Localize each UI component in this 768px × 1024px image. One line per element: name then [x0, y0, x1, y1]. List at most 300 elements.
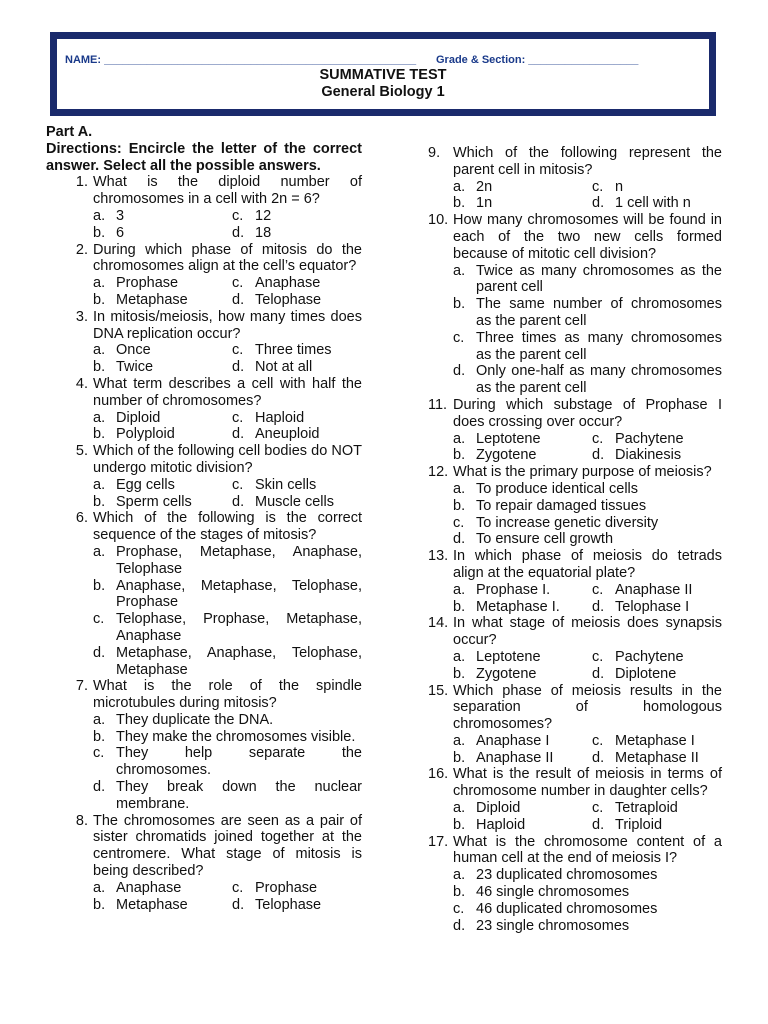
option-text: Egg cells [116, 476, 175, 493]
option-letter: a. [453, 480, 466, 497]
option-text: Diakinesis [615, 447, 682, 464]
answer-options [93, 477, 362, 511]
option-text: Telophase I [615, 598, 690, 615]
option-letter: d. [453, 917, 466, 934]
answer-option[interactable] [453, 330, 722, 364]
question-text: Which phase of meiosis results in the separation of homologous chromosomes? [453, 682, 722, 733]
question [46, 678, 362, 712]
answer-option[interactable] [453, 867, 722, 884]
option-text: They make the chromosomes visible. [116, 728, 356, 745]
question-number: 1. [75, 174, 88, 191]
option-letter: c. [453, 514, 465, 531]
answer-option[interactable] [232, 275, 362, 292]
option-text: Leptotene [476, 648, 541, 665]
question-number: 14. [428, 615, 449, 632]
question-number: 7. [75, 678, 88, 695]
option-text: Prophase [255, 879, 318, 896]
option-letter: a. [93, 543, 106, 560]
question-number: 12. [428, 464, 449, 481]
answer-option[interactable] [93, 712, 362, 729]
answer-option[interactable] [93, 342, 232, 359]
option-letter: b. [93, 577, 106, 594]
option-text: Triploid [615, 816, 663, 833]
option-text: Zygotene [476, 665, 537, 682]
option-letter: d. [592, 195, 605, 212]
answer-option[interactable] [232, 410, 362, 427]
answer-option[interactable] [453, 447, 592, 464]
question-number: 8. [75, 812, 88, 829]
question-number: 15. [428, 682, 449, 699]
option-letter: d. [592, 447, 605, 464]
option-text: 1n [476, 195, 493, 212]
question-number: 3. [75, 308, 88, 325]
option-text: 46 single chromosomes [476, 884, 630, 901]
option-text: 23 single chromosomes [476, 917, 630, 934]
option-text: Leptotene [476, 430, 541, 447]
option-text: To ensure cell growth [476, 531, 614, 548]
question-number: 13. [428, 548, 449, 565]
option-letter: a. [93, 342, 106, 359]
option-text: Metaphase, Anaphase, Telophase, Metaphase [116, 644, 362, 678]
test-subtitle: General Biology 1 [321, 84, 445, 100]
answer-option[interactable] [232, 208, 362, 225]
option-letter: c. [93, 745, 105, 762]
answer-option[interactable] [93, 544, 362, 578]
question-block [46, 510, 362, 678]
answer-options [453, 867, 722, 934]
question-text: In mitosis/meiosis, how many times does DNA replication occur? [93, 308, 362, 342]
option-letter: d. [232, 426, 245, 443]
answer-options [453, 481, 722, 548]
option-letter: a. [453, 262, 466, 279]
directions: Directions: Encircle the letter of the correct answer. Select all the possible answers. [46, 140, 362, 174]
answer-option[interactable] [232, 880, 362, 897]
option-text: Diplotene [615, 665, 677, 682]
option-text: Telophase [255, 291, 322, 308]
answer-option[interactable] [232, 426, 362, 443]
option-text: Only one-half as many chromosomes as the parent cell [476, 363, 722, 397]
grade-section-field[interactable]: Grade & Section: __________________ [436, 54, 639, 66]
question [46, 309, 362, 343]
option-letter: b. [453, 816, 466, 833]
question [428, 145, 722, 179]
answer-options [93, 342, 362, 376]
answer-option[interactable] [453, 296, 722, 330]
answer-option[interactable] [232, 225, 362, 242]
option-letter: d. [453, 363, 466, 380]
option-text: 46 duplicated chromosomes [476, 900, 658, 917]
option-letter: d. [232, 896, 245, 913]
option-letter: d. [232, 493, 245, 510]
answer-options [453, 733, 722, 767]
answer-option[interactable] [93, 779, 362, 813]
option-letter: b. [453, 497, 466, 514]
option-letter: c. [232, 409, 244, 426]
question-block [428, 464, 722, 548]
answer-option[interactable] [93, 611, 362, 645]
option-text: 2n [476, 178, 493, 195]
answer-option[interactable] [93, 426, 232, 443]
answer-option[interactable] [93, 208, 232, 225]
option-letter: d. [592, 598, 605, 615]
option-text: Telophase, Prophase, Metaphase, Anaphase [116, 611, 362, 644]
option-letter: d. [592, 749, 605, 766]
option-letter: b. [453, 447, 466, 464]
question [46, 242, 362, 276]
option-text: Anaphase [255, 275, 321, 292]
option-text: 23 duplicated chromosomes [476, 867, 658, 884]
answer-options [93, 410, 362, 444]
answer-options [453, 649, 722, 683]
option-text: Haploid [476, 816, 526, 833]
answer-options [93, 544, 362, 678]
option-letter: d. [592, 816, 605, 833]
answer-option[interactable] [453, 599, 592, 616]
question-block [428, 145, 722, 212]
option-text: They help separate the chromosomes. [116, 745, 362, 779]
option-letter: b. [453, 296, 466, 313]
answer-option[interactable] [93, 410, 232, 427]
answer-option[interactable] [453, 750, 592, 767]
option-text: Twice as many chromosomes as the parent cell [476, 262, 722, 296]
option-text: Metaphase II [615, 749, 699, 766]
option-letter: a. [93, 476, 106, 493]
answer-option[interactable] [453, 481, 722, 498]
right-question-list [428, 145, 722, 934]
option-letter: b. [453, 665, 466, 682]
question-number: 16. [428, 766, 449, 783]
option-letter: b. [93, 728, 106, 745]
option-text: To repair damaged tissues [476, 497, 647, 514]
question-text: In what stage of meiosis does synapsis occur? [453, 615, 722, 649]
header-box [50, 32, 716, 116]
option-letter: d. [232, 224, 245, 241]
option-letter: b. [93, 291, 106, 308]
answer-options [93, 208, 362, 242]
option-text: Pachytene [615, 648, 684, 665]
question [46, 174, 362, 208]
question-text: During which phase of mitosis do the chromosomes align at the cell’s equator? [93, 241, 362, 275]
question-text: The chromosomes are seen as a pair of sister chromatids joined together at the centromere. What stage of mitosis is being described? [93, 812, 362, 880]
option-letter: c. [592, 430, 604, 447]
option-letter: c. [232, 342, 244, 359]
question-text: What is the primary purpose of meiosis? [453, 464, 712, 481]
answer-option[interactable] [232, 477, 362, 494]
option-text: Anaphase II [476, 749, 554, 766]
option-letter: d. [93, 644, 106, 661]
question-text: In which phase of meiosis do tetrads align at the equatorial plate? [453, 548, 722, 581]
option-letter: a. [93, 879, 106, 896]
answer-option[interactable] [93, 292, 232, 309]
option-letter: c. [592, 732, 604, 749]
option-letter: c. [592, 648, 604, 665]
question [428, 464, 722, 481]
answer-options [453, 179, 722, 213]
left-question-list [46, 174, 362, 913]
option-text: Polyploid [116, 426, 175, 443]
option-text: Aneuploid [255, 426, 320, 443]
question-block [428, 766, 722, 833]
option-letter: a. [453, 732, 466, 749]
option-text: Anaphase [116, 879, 182, 896]
answer-option[interactable] [453, 263, 722, 297]
question-text: Which of the following represent the parent cell in mitosis? [453, 145, 722, 178]
question-block [428, 212, 722, 397]
question [46, 813, 362, 880]
option-letter: b. [453, 195, 466, 212]
option-text: Prophase I. [476, 581, 551, 598]
question-block [428, 834, 722, 935]
answer-option[interactable] [453, 431, 592, 448]
option-text: 3 [116, 207, 125, 224]
answer-option[interactable] [592, 195, 722, 212]
question [428, 683, 722, 733]
answer-option[interactable] [453, 918, 722, 935]
question-text: What term describes a cell with half the number of chromosomes? [93, 375, 362, 409]
option-text: The same number of chromosomes as the parent cell [476, 296, 722, 329]
option-letter: a. [453, 648, 466, 665]
question-block [428, 615, 722, 682]
answer-option[interactable] [453, 195, 592, 212]
answer-option[interactable] [592, 817, 722, 834]
answer-option[interactable] [453, 733, 592, 750]
question-block [46, 678, 362, 812]
question [428, 766, 722, 800]
option-letter: c. [453, 329, 465, 346]
answer-option[interactable] [93, 494, 232, 511]
question-block [46, 174, 362, 241]
answer-option[interactable] [592, 750, 722, 767]
answer-option[interactable] [93, 359, 232, 376]
answer-option[interactable] [93, 477, 232, 494]
answer-option[interactable] [93, 880, 232, 897]
part-heading: Part A. [46, 124, 93, 140]
option-text: They duplicate the DNA. [116, 711, 274, 728]
answer-option[interactable] [93, 578, 362, 612]
question-number: 10. [428, 212, 449, 229]
option-text: 12 [255, 207, 272, 224]
question-block [46, 443, 362, 510]
option-text: Anaphase, Metaphase, Telophase, Prophase [116, 577, 362, 611]
answer-option[interactable] [592, 179, 722, 196]
question-block [428, 683, 722, 767]
option-letter: c. [232, 275, 244, 292]
answer-option[interactable] [592, 649, 722, 666]
question-number: 6. [75, 510, 88, 527]
answer-option[interactable] [592, 800, 722, 817]
option-text: Twice [116, 359, 154, 376]
option-letter: c. [592, 800, 604, 817]
answer-option[interactable] [93, 897, 232, 914]
option-letter: c. [592, 178, 604, 195]
question [46, 510, 362, 544]
option-letter: d. [232, 291, 245, 308]
option-text: They break down the nuclear membrane. [116, 779, 362, 812]
option-letter: a. [93, 275, 106, 292]
option-letter: d. [232, 359, 245, 376]
right-column [428, 145, 722, 934]
option-text: To increase genetic diversity [476, 514, 659, 531]
question-text: Which of the following is the correct sequence of the stages of mitosis? [93, 510, 362, 544]
answer-option[interactable] [232, 359, 362, 376]
option-letter: a. [93, 207, 106, 224]
option-letter: b. [453, 884, 466, 901]
answer-option[interactable] [232, 342, 362, 359]
question [46, 376, 362, 410]
question [428, 615, 722, 649]
option-letter: b. [93, 359, 106, 376]
option-text: 1 cell with n [615, 195, 691, 212]
option-letter: a. [453, 178, 466, 195]
question-block [46, 242, 362, 309]
answer-option[interactable] [453, 800, 592, 817]
option-text: Not at all [255, 359, 313, 376]
answer-option[interactable] [453, 179, 592, 196]
question-text: During which substage of Prophase I does crossing over occur? [453, 396, 722, 430]
option-letter: d. [453, 531, 466, 548]
answer-option[interactable] [592, 582, 722, 599]
option-letter: d. [93, 779, 106, 796]
option-letter: a. [453, 867, 466, 884]
answer-option[interactable] [592, 599, 722, 616]
option-letter: b. [93, 224, 106, 241]
question-text: What is the chromosome content of a human cell at the end of meiosis I? [453, 833, 722, 867]
option-text: Diploid [116, 409, 161, 426]
answer-option[interactable] [453, 531, 722, 548]
answer-option[interactable] [232, 897, 362, 914]
option-text: Three times [255, 342, 332, 359]
answer-option[interactable] [453, 515, 722, 532]
name-field[interactable]: NAME: ___________________________________________________ [65, 54, 417, 66]
option-letter: b. [93, 896, 106, 913]
option-text: Prophase, Metaphase, Anaphase, Telophase [116, 543, 362, 577]
answer-options [453, 800, 722, 834]
answer-option[interactable] [93, 225, 232, 242]
question-number: 5. [75, 443, 88, 460]
answer-option[interactable] [453, 498, 722, 515]
answer-options [93, 275, 362, 309]
option-text: Skin cells [255, 476, 317, 493]
answer-options [93, 712, 362, 813]
option-letter: b. [93, 426, 106, 443]
question-number: 4. [75, 375, 88, 392]
answer-option[interactable] [93, 729, 362, 746]
option-text: Zygotene [476, 447, 537, 464]
answer-option[interactable] [453, 582, 592, 599]
answer-option[interactable] [592, 733, 722, 750]
question-block [428, 548, 722, 615]
answer-option[interactable] [453, 901, 722, 918]
option-letter: c. [592, 581, 604, 598]
option-text: Diploid [476, 800, 521, 817]
question-text: What is the role of the spindle microtubules during mitosis? [93, 678, 362, 712]
question-text: How many chromosomes will be found in each of the two new cells formed because of mitotic cell division? [453, 212, 722, 262]
option-letter: c. [232, 476, 244, 493]
answer-option[interactable] [93, 275, 232, 292]
option-text: Metaphase I. [476, 598, 560, 615]
option-text: Haploid [255, 409, 305, 426]
option-text: 6 [116, 224, 125, 241]
answer-option[interactable] [93, 645, 362, 679]
question [428, 834, 722, 868]
question [46, 443, 362, 477]
question-number: 17. [428, 833, 449, 850]
option-text: Muscle cells [255, 493, 334, 510]
question-number: 9. [428, 145, 441, 161]
option-letter: b. [453, 598, 466, 615]
answer-options [453, 263, 722, 397]
option-letter: c. [93, 611, 105, 628]
option-text: Telophase [255, 896, 322, 913]
answer-option[interactable] [592, 666, 722, 683]
option-text: To produce identical cells [476, 480, 639, 497]
answer-option[interactable] [453, 363, 722, 397]
option-text: Three times as many chromosomes as the parent cell [476, 329, 722, 363]
question-text: Which of the following cell bodies do NOT undergo mitotic division? [93, 443, 362, 476]
header-fields [65, 54, 703, 66]
option-letter: a. [453, 581, 466, 598]
option-text: Metaphase I [615, 732, 695, 749]
option-text: Once [116, 342, 151, 359]
option-text: Metaphase [116, 291, 188, 308]
option-text: Anaphase I [476, 732, 550, 749]
option-letter: a. [93, 409, 106, 426]
option-text: Metaphase [116, 896, 188, 913]
option-letter: b. [93, 493, 106, 510]
option-text: Tetraploid [615, 800, 678, 817]
test-title: SUMMATIVE TEST [319, 67, 447, 83]
question-block [46, 309, 362, 376]
question-text: What is the result of meiosis in terms of chromosome number in daughter cells? [453, 766, 722, 800]
question [428, 397, 722, 431]
option-letter: c. [232, 879, 244, 896]
option-text: Sperm cells [116, 493, 192, 510]
option-letter: c. [453, 900, 465, 917]
answer-option[interactable] [453, 649, 592, 666]
answer-option[interactable] [232, 494, 362, 511]
option-text: Anaphase II [615, 581, 693, 598]
answer-option[interactable] [453, 666, 592, 683]
option-text: Prophase [116, 275, 179, 292]
question-block [46, 376, 362, 443]
question-block [46, 813, 362, 914]
option-letter: a. [453, 800, 466, 817]
option-letter: c. [232, 207, 244, 224]
question-text: What is the diploid number of chromosomes in a cell with 2n = 6? [93, 174, 362, 208]
question-number: 11. [428, 396, 448, 413]
question-number: 2. [75, 241, 88, 258]
question-block [428, 397, 722, 464]
answer-option[interactable] [232, 292, 362, 309]
option-text: Pachytene [615, 430, 684, 447]
option-letter: a. [93, 711, 106, 728]
option-letter: b. [453, 749, 466, 766]
answer-option[interactable] [453, 817, 592, 834]
option-text: n [615, 178, 624, 195]
answer-options [453, 431, 722, 465]
option-text: 18 [255, 224, 272, 241]
answer-option[interactable] [592, 447, 722, 464]
left-column [46, 124, 362, 913]
option-letter: a. [453, 430, 466, 447]
question [428, 548, 722, 582]
answer-options [93, 880, 362, 914]
question [428, 212, 722, 262]
answer-option[interactable] [592, 431, 722, 448]
answer-option[interactable] [453, 884, 722, 901]
answer-option[interactable] [93, 745, 362, 779]
answer-options [453, 582, 722, 616]
